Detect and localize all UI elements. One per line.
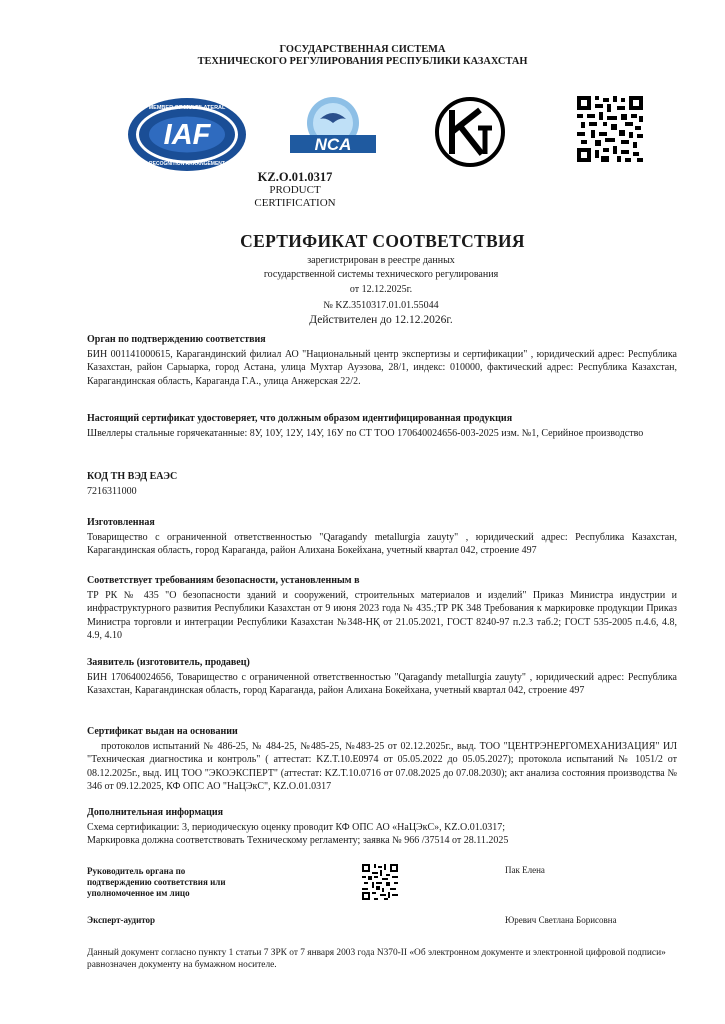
section-applicant-heading: Заявитель (изготовитель, продавец) bbox=[87, 657, 250, 668]
section-basis bbox=[87, 725, 677, 793]
head-signature-name: Пак Елена bbox=[505, 865, 545, 875]
document-title: СЕРТИФИКАТ СООТВЕТСТВИЯ bbox=[240, 231, 525, 251]
section-basis-heading: Сертификат выдан на основании bbox=[87, 726, 238, 737]
section-product-heading: Настоящий сертификат удостоверяет, что должным образом идентифицированная продукция bbox=[87, 413, 513, 424]
section-basis-text: протоколов испытаний № 486-25, № 484-25, №485-25, №483-25 от 02.12.2025г., выд. ТОО "ЦЕНТРЭНЕРГОМЕХАНИЗАЦИЯ" ИЛ "Техническая диагностика и контроль" ( аттестат: KZ.T.10.E0974 от 05.05.2022 до 05.05.2027); протокола испытаний № 1051/2 от 08.12.2025г., выд. ИЦ ТОО "ЭКОЭКСПЕРТ" (аттестат: KZ.T.10.0716 от 07.08.2025 до 07.08.2030); акт анализа состояния производства № 346 от 09.12.2025, КФ ОПС АО "НаЦЭкС", KZ.O.01.0317 bbox=[87, 741, 677, 792]
iaf-logo-icon bbox=[127, 97, 247, 172]
section-additional bbox=[87, 806, 677, 848]
nca-text: NCA bbox=[314, 135, 352, 154]
section-tnved bbox=[87, 470, 677, 498]
iaf-main-text: IAF bbox=[163, 119, 211, 151]
certification-body bbox=[230, 170, 360, 210]
section-organ-text: БИН 001141000615, Карагандинский филиал АО "Национальный центр экспертизы и сертификации" , юридический адрес: Республика Казахстан, район Сарыарка, город Астана, улица Мухтар Ауэзова, 28/1, индекс: 010000, фактический адрес: Республика Казахстан, Карагандинская область, Караганда Г.А., улица Анжерская 22/2. bbox=[87, 349, 677, 387]
section-manufacturer bbox=[87, 516, 677, 558]
section-tnved-text: 7216311000 bbox=[87, 486, 137, 498]
section-tnved-heading: КОД ТН ВЭД ЕАЭС bbox=[87, 471, 178, 482]
signature-qr-icon bbox=[362, 864, 398, 900]
section-additional-line-1: Схема сертификации: 3, периодическую оценку проводит КФ ОПС АО «НаЦЭкС», KZ.O.01.0317; bbox=[87, 822, 506, 834]
authority-line-1: ГОСУДАРСТВЕННАЯ СИСТЕМА bbox=[279, 44, 446, 55]
section-manufacturer-heading: Изготовленная bbox=[87, 517, 155, 528]
section-product-text: Швеллеры стальные горячекатанные: 8У, 10У, 12У, 14У, 16У по СТ ТОО 170640024656-003-2025 изм. №1, Серийное производство bbox=[87, 428, 644, 440]
iaf-bottom-text: RECOGNITION ARRANGEMENT bbox=[149, 161, 225, 167]
section-applicant bbox=[87, 656, 677, 698]
section-product bbox=[87, 412, 677, 440]
registration-date: от 12.12.2025г. bbox=[349, 284, 413, 295]
nca-logo-icon bbox=[288, 93, 378, 165]
section-requirements bbox=[87, 574, 677, 642]
registration-number: № KZ.3510317.01.01.55044 bbox=[323, 299, 439, 311]
head-signature-label: Руководитель органа по подтверждению соответствия или уполномоченное им лицо bbox=[87, 866, 226, 898]
section-requirements-text: ТР РК № 435 "О безопасности зданий и сооружений, строительных материалов и изделий" Приказ Министра индустрии и инфраструктурного развития Республики Казахстан от 9 июня 2023 года № 435.;ТР РК 348 Требования к маркировке продукции Приказ Министра торговли и интеграции Республики Казахстан №348-НҚ от 21.05.2021, ГОСТ 8240-97 п.2.3 таб.2; ГОСТ 535-2005 п.4.6, 4.8, 4.9, 4.10 bbox=[87, 590, 677, 641]
section-requirements-heading: Соответствует требованиям безопасности, установленным в bbox=[87, 575, 360, 586]
authority-line-2: ТЕХНИЧЕСКОГО РЕГУЛИРОВАНИЯ РЕСПУБЛИКИ КАЗАХСТАН bbox=[197, 56, 528, 67]
expert-signature-label: Эксперт-аудитор bbox=[87, 915, 156, 925]
legal-footer: Данный документ согласно пункту 1 статьи 7 ЗРК от 7 января 2003 года N370-II «Об электронном документе и электронной цифровой подписи» равнозначен документу на бумажном носителе. bbox=[87, 948, 666, 970]
section-organ bbox=[87, 333, 677, 388]
registration-line-2: государственной системы технического регулирования bbox=[263, 268, 499, 280]
valid-until: Действителен до 12.12.2026г. bbox=[309, 314, 453, 326]
section-additional-heading: Дополнительная информация bbox=[87, 807, 224, 818]
registration-line-1: зарегистрирован в реестре данных bbox=[307, 255, 455, 266]
qr-code-icon bbox=[577, 96, 643, 162]
section-organ-heading: Орган по подтверждению соответствия bbox=[87, 334, 266, 345]
kz-conformity-mark-icon bbox=[434, 96, 506, 168]
expert-signature-name: Юревич Светлана Борисовна bbox=[505, 915, 617, 925]
registration-block bbox=[0, 254, 725, 328]
authority-header bbox=[0, 44, 725, 68]
section-manufacturer-text: Товарищество с ограниченной ответственностью "Qaragandy metallurgia zauyty" , юридический адрес: Республика Казахстан, Карагандинская область, город Караганда, район Алихана Бокейхана, учетный квартал 042, строение 497 bbox=[87, 532, 677, 557]
certification-body-line-2: CERTIFICATION bbox=[254, 197, 336, 209]
certification-body-line-1: PRODUCT bbox=[269, 184, 321, 196]
iaf-top-text: MEMBER OF MULTILATERAL bbox=[148, 105, 226, 111]
certification-body-number: KZ.O.01.0317 bbox=[257, 170, 333, 184]
section-applicant-text: БИН 170640024656, Товарищество с ограниченной ответственностью "Qaragandy metallurgia zauyty" , юридический адрес: Республика Казахстан, Карагандинская область, город Караганда, район Алихана Бокейхана, учетный квартал 042, строение 497 bbox=[87, 672, 677, 697]
section-additional-line-2: Маркировка должна соответствовать Техническому регламенту; заявка № 966 /37514 от 28.11.2025 bbox=[87, 835, 509, 847]
